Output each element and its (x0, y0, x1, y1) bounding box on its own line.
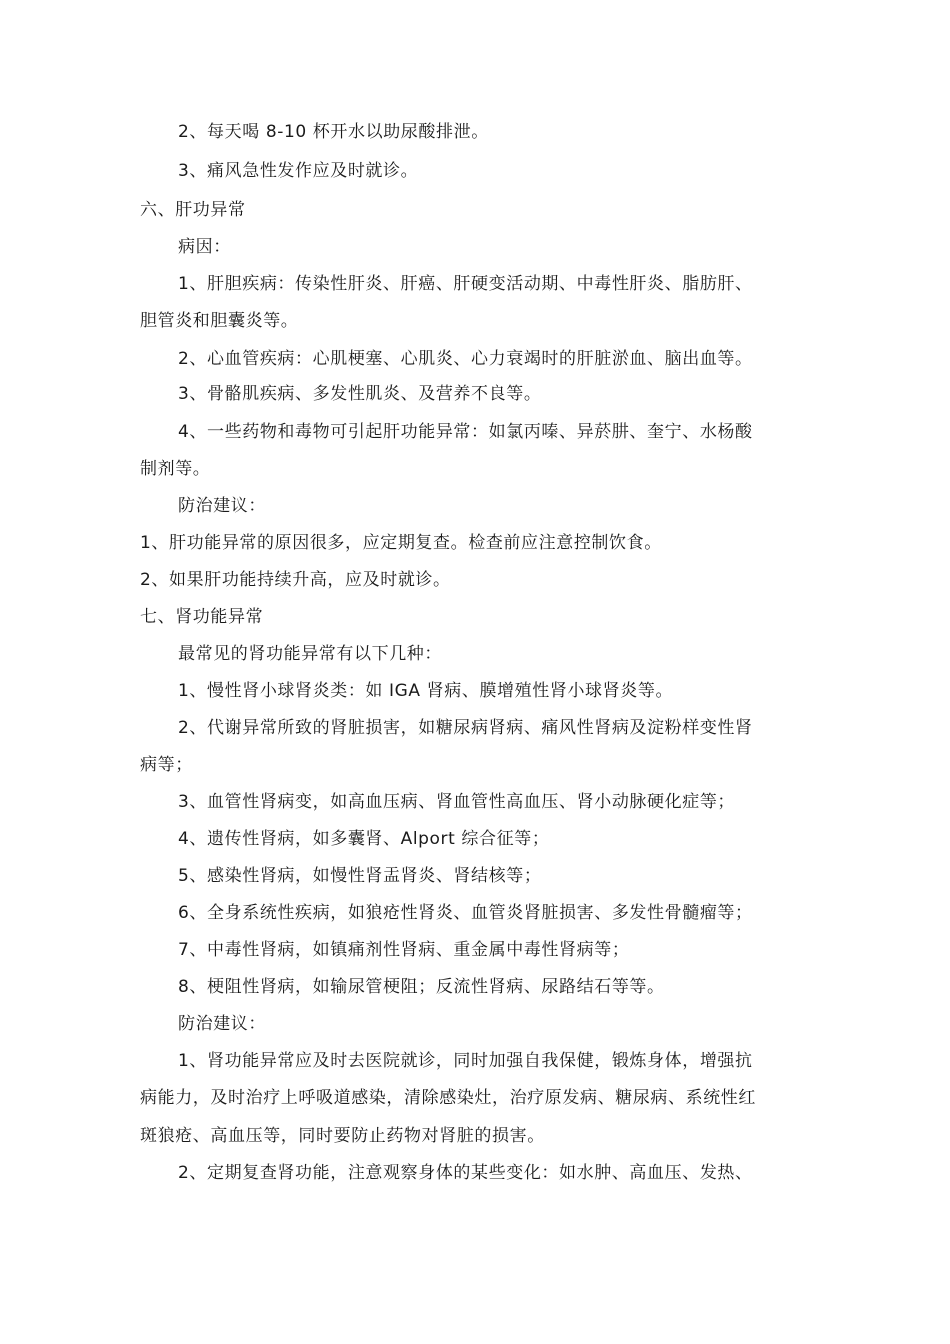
text-line: 胆管炎和胆囊炎等。 (140, 311, 299, 331)
text-line: 4、遗传性肾病，如多囊肾、Alport 综合征等； (178, 829, 550, 849)
text-line: 2、心血管疾病：心肌梗塞、心肌炎、心力衰竭时的肝脏淤血、脑出血等。 (178, 349, 753, 369)
text-line: 2、定期复查肾功能，注意观察身体的某些变化：如水肿、高血压、发热、 (178, 1163, 753, 1183)
text-line: 斑狼疮、高血压等，同时要防止药物对肾脏的损害。 (140, 1126, 545, 1146)
text-line: 2、代谢异常所致的肾脏损害，如糖尿病肾病、痛风性肾病及淀粉样变性肾 (178, 718, 753, 738)
text-line: 4、一些药物和毒物可引起肝功能异常：如氯丙嗪、异菸肼、奎宁、水杨酸 (178, 422, 753, 442)
subheading: 防治建议： (178, 496, 266, 516)
text-line: 6、全身系统性疾病，如狼疮性肾炎、血管炎肾脏损害、多发性骨髓瘤等； (178, 903, 753, 923)
text-line: 3、骨骼肌疾病、多发性肌炎、及营养不良等。 (178, 384, 542, 404)
text-line: 1、肝胆疾病：传染性肝炎、肝癌、肝硬变活动期、中毒性肝炎、脂肪肝、 (178, 274, 753, 294)
subheading: 最常见的肾功能异常有以下几种： (178, 644, 442, 664)
section-heading: 六、肝功异常 (140, 200, 246, 220)
text-line: 5、感染性肾病，如慢性肾盂肾炎、肾结核等； (178, 866, 542, 886)
subheading: 防治建议： (178, 1014, 266, 1034)
text-line: 7、中毒性肾病，如镇痛剂性肾病、重金属中毒性肾病等； (178, 940, 630, 960)
text-line: 2、如果肝功能持续升高，应及时就诊。 (140, 570, 451, 590)
text-line: 制剂等。 (140, 459, 211, 479)
text-line: 1、肾功能异常应及时去医院就诊，同时加强自我保健，锻炼身体，增强抗 (178, 1051, 753, 1071)
text-line: 3、痛风急性发作应及时就诊。 (178, 161, 419, 181)
section-heading: 七、肾功能异常 (140, 607, 264, 627)
subheading: 病因： (178, 237, 231, 257)
text-line: 1、慢性肾小球肾炎类：如 IGA 肾病、膜增殖性肾小球肾炎等。 (178, 681, 674, 701)
text-line: 3、血管性肾病变，如高血压病、肾血管性高血压、肾小动脉硬化症等； (178, 792, 736, 812)
text-line: 8、梗阻性肾病，如输尿管梗阻；反流性肾病、尿路结石等等。 (178, 977, 665, 997)
text-line: 1、肝功能异常的原因很多，应定期复查。检查前应注意控制饮食。 (140, 533, 662, 553)
text-line: 病能力，及时治疗上呼吸道感染，清除感染灶，治疗原发病、糖尿病、系统性红 (140, 1088, 756, 1108)
text-line: 2、每天喝 8-10 杯开水以助尿酸排泄。 (178, 122, 489, 142)
text-line: 病等； (140, 755, 193, 775)
